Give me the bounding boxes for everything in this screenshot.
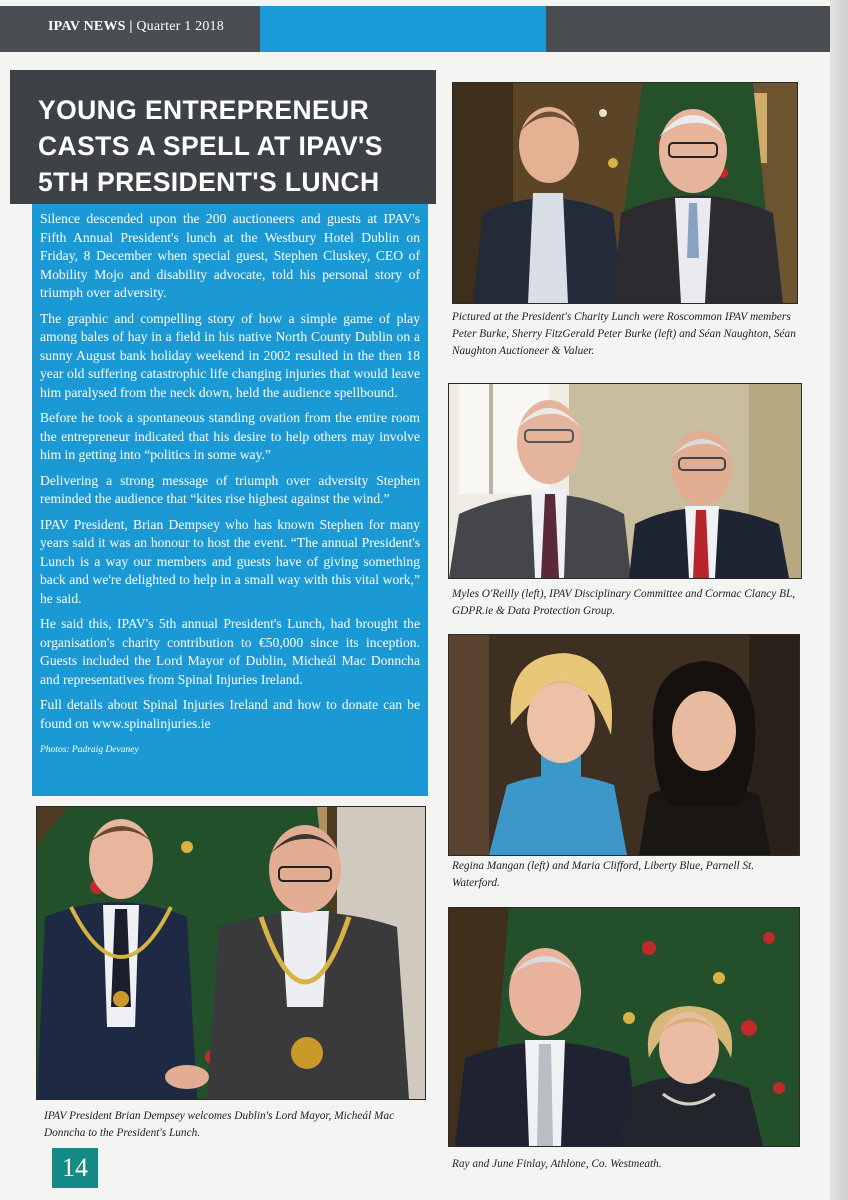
photo-caption: Pictured at the President's Charity Lunch were Roscommon IPAV members Peter Burke, Sherry FitzGerald Peter Burke (left) and Séan Naughton, Séan Naughton Auctioneer & Valuer. [452, 311, 796, 357]
header-right-band [546, 6, 836, 52]
headline-line: YOUNG ENTREPRENEUR [38, 95, 370, 125]
photo-image [453, 83, 797, 303]
article-paragraph: The graphic and compelling story of how a simple game of play among bales of hay in a field in his native North County Dublin on a sunny August bank holiday weekend in 2002 resulted in the then 18 year old suffering catastrophic life changing injuries that would leave him paralysed from the neck down, held the audience spellbound. [40, 310, 420, 400]
article-paragraph: Full details about Spinal Injuries Ireland and how to donate can be found on www.spinalinjuries.ie [40, 697, 420, 731]
photo-dempsey-lord-mayor [36, 806, 426, 1100]
page-number: 14 [52, 1148, 98, 1188]
photo-caption: Ray and June Finlay, Athlone, Co. Westmeath. [452, 1158, 662, 1170]
photo-finlay [448, 907, 800, 1147]
header-separator: | [129, 19, 133, 34]
photo-mangan-clifford [448, 634, 800, 856]
article-body [40, 210, 420, 760]
photo-burke-naughton [452, 82, 798, 304]
page-gutter-shadow [830, 0, 848, 1200]
header-publication-line [48, 19, 224, 35]
page-header [0, 0, 848, 52]
headline-line: 5TH PRESIDENT'S LUNCH [38, 167, 380, 197]
photo-caption: IPAV President Brian Dempsey welcomes Dublin's Lord Mayor, Micheál Mac Donncha to the President's Lunch. [44, 1110, 395, 1139]
article-paragraph: Delivering a strong message of triumph over adversity Stephen reminded the audience that “kites rise highest against the wind.” [40, 472, 420, 506]
publication-name: IPAV NEWS [48, 19, 126, 34]
photo-image [449, 908, 799, 1146]
article-paragraph: He said this, IPAV's 5th annual President's Lunch, had brought the organisation's charity contribution to €50,000 since its inception. Guests included the Lord Mayor of Dublin, Micheál Mac Donncha and representatives from Spinal Injuries Ireland. [40, 616, 420, 687]
header-accent-band [260, 6, 546, 52]
photo-image [449, 635, 799, 855]
headline-line: CASTS A SPELL AT IPAV'S [38, 131, 383, 161]
headline [38, 92, 418, 200]
article-paragraph: IPAV President, Brian Dempsey who has known Stephen for many years said it was an honour to host the event. “The annual President's Lunch is a way our members and guests have of giving something back and we're delighted to help in a small way with this vital work,” he said. [40, 516, 420, 606]
photo-caption: Regina Mangan (left) and Maria Clifford, Liberty Blue, Parnell St. Waterford. [452, 860, 755, 889]
issue-label: Quarter 1 2018 [136, 19, 224, 34]
article-paragraph: Before he took a spontaneous standing ovation from the entire room the entrepreneur indicated that his desire to help others may involve him in getting into “politics in some way.” [40, 410, 420, 462]
photo-credit: Photos: Padraig Devaney [40, 745, 139, 755]
photo-image [37, 807, 425, 1099]
photo-caption: Myles O'Reilly (left), IPAV Disciplinary Committee and Cormac Clancy BL, GDPR.ie & Data Protection Group. [452, 588, 796, 617]
photo-image [449, 384, 801, 578]
article-paragraph: Silence descended upon the 200 auctioneers and guests at IPAV's Fifth Annual President's lunch at the Westbury Hotel Dublin on Friday, 8 December when special guest, Stephen Cluskey, CEO of Mobility Mojo and disability advocate, told his personal story of triumph over adversity. [40, 211, 420, 300]
photo-oreilly-clancy [448, 383, 802, 579]
